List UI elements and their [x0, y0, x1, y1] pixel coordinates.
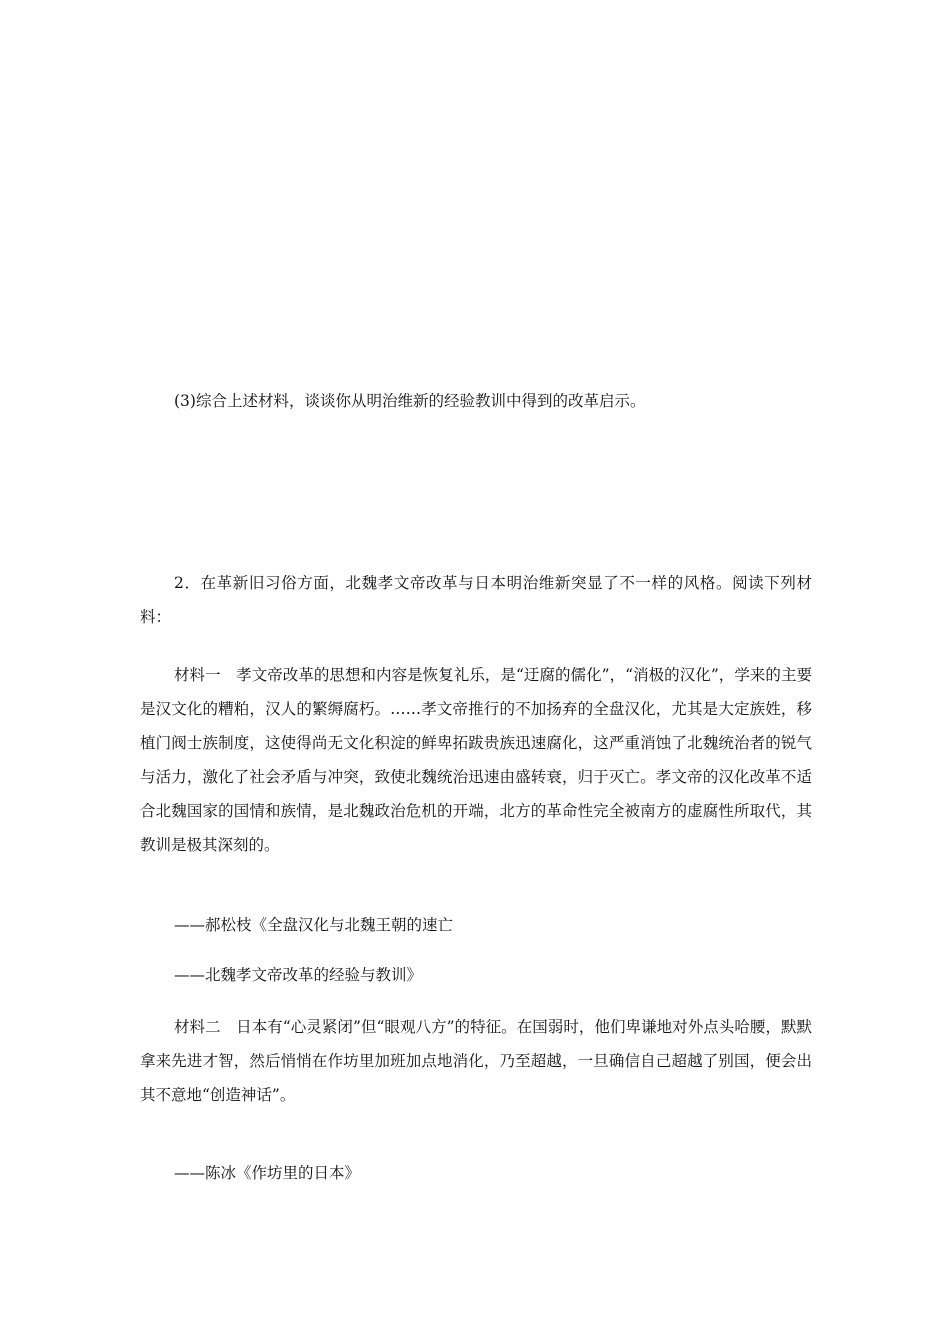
- question-3-prompt: (3)综合上述材料，谈谈你从明治维新的经验教训中得到的改革启示。: [174, 392, 646, 410]
- material-1-text: 材料一 孝文帝改革的思想和内容是恢复礼乐，是“迂腐的儒化”，“消极的汉化”，学来的主要是汉文化的糟粕，汉人的繁缛腐朽。……孝文帝推行的不加扬弃的全盘汉化，尤其是大定族姓，移植门阀士族制度，这使得尚无文化积淀的鲜卑拓跋贵族迅速腐化，这严重消蚀了北魏统治者的锐气与活力，激化了社会矛盾与冲突，致使北魏统治迅速由盛转衰，归于灭亡。孝文帝的汉化改革不适合北魏国家的国情和族情，是北魏政治危机的开端，北方的革命性完全被南方的虚腐性所取代，其教训是极其深刻的。: [140, 666, 812, 854]
- material-2-source: ——陈冰《作坊里的日本》: [174, 1164, 361, 1182]
- material-1-source-line-1: ——郝松枝《全盘汉化与北魏王朝的速亡: [174, 916, 454, 934]
- material-1-source-line-2: ——北魏孝文帝改革的经验与教训》: [174, 966, 423, 984]
- material-2-text: 材料二 日本有“心灵紧闭”但“眼观八方”的特征。在国弱时，他们卑谦地对外点头哈腰，默默拿来先进才智，然后悄悄在作坊里加班加点地消化，乃至超越，一旦确信自己超越了别国，便会出其不意地“创造神话”。: [140, 1018, 812, 1104]
- question-2-intro: 2．在革新旧习俗方面，北魏孝文帝改革与日本明治维新突显了不一样的风格。阅读下列材料：: [140, 574, 812, 626]
